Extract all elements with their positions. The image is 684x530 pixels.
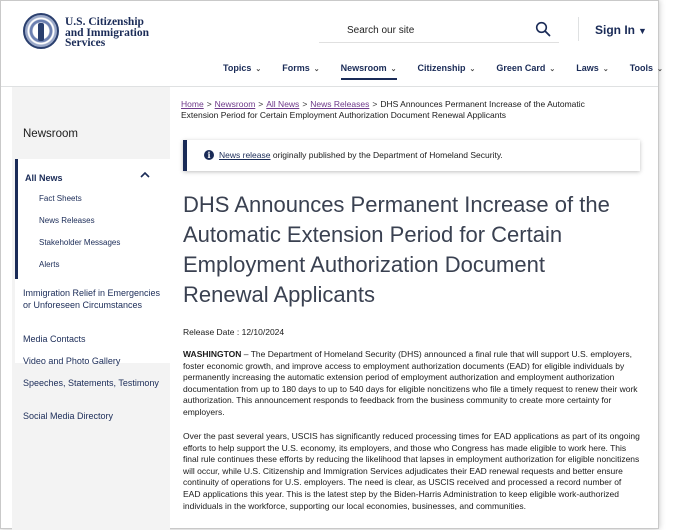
search-icon[interactable] (535, 21, 551, 37)
site-header (1, 1, 663, 87)
sidebar-item-speeches[interactable]: Speeches, Statements, Testimony (23, 378, 159, 388)
nav-topics[interactable] (223, 63, 261, 83)
sidebar-item-video-photo-gallery[interactable]: Video and Photo Gallery (23, 356, 121, 366)
chevron-down-icon: ⌄ (602, 66, 609, 73)
breadcrumb-newsroom[interactable]: Newsroom (214, 99, 256, 109)
sign-in-label: Sign In (595, 23, 635, 37)
nav-newsroom[interactable] (341, 63, 397, 83)
sidebar-item-stakeholder-messages[interactable]: Stakeholder Messages (39, 238, 121, 247)
sidebar-item-alerts[interactable]: Alerts (39, 260, 60, 269)
breadcrumb-separator: > (206, 99, 212, 109)
nav-label: Green Card (496, 63, 546, 73)
article-paragraph-2: Over the past several years, USCIS has significantly reduced processing times for EAD applications as part of its ongoing efforts to help support the U.S. economy, its employers, and those who Congress has made eligible to work here. This final rule continues these efforts by reducing the likelihood that lapses in employment authorization for eligible noncitizens will occur, while U.S. Citizenship and Immigration Services adjudicates their EAD renewal requests and better ensure continuity of operations for U.S. employers. The need is clear, as USCIS received and processed a record number of EAD applications this year. This is the latest step by the Biden-Harris Administration to keep eligible work-authorized individuals in the workforce, supporting our local economies, businesses, and communities. (183, 431, 640, 511)
search-box (319, 17, 559, 43)
caret-down-icon: ▼ (638, 26, 647, 36)
main-nav (223, 63, 684, 83)
nav-label: Citizenship (417, 63, 466, 73)
sidebar (12, 87, 170, 530)
breadcrumb-separator: > (258, 99, 264, 109)
agency-line-2: and Immigration (65, 26, 150, 39)
nav-citizenship[interactable] (418, 63, 476, 83)
breadcrumb-all-news[interactable]: All News (266, 99, 300, 109)
active-indicator (15, 159, 18, 279)
sidebar-title: Newsroom (23, 128, 78, 140)
agency-line-3: Services (65, 37, 106, 49)
page-title: DHS Announces Permanent Increase of the Automatic Extension Period for Certain Employment Authorization Document Renewal Applicants (183, 192, 610, 307)
sidebar-item-fact-sheets[interactable]: Fact Sheets (39, 194, 82, 203)
breadcrumb-home[interactable]: Home (181, 99, 204, 109)
uscis-seal-logo[interactable] (23, 13, 59, 49)
nav-green-card[interactable] (496, 63, 555, 83)
info-icon: i (204, 150, 214, 160)
notice-banner (183, 140, 640, 171)
chevron-down-icon: ⌄ (657, 66, 663, 73)
breadcrumb-separator: > (302, 99, 308, 109)
agency-name[interactable] (65, 17, 149, 49)
sidebar-item-all-news[interactable]: All News (25, 173, 63, 183)
nav-label: Topics (223, 63, 252, 73)
chevron-down-icon: ⌄ (313, 66, 320, 73)
notice-body: originally published by the Department of Homeland Security. (270, 150, 503, 160)
sidebar-item-news-releases[interactable]: News Releases (39, 216, 95, 225)
nav-label: Laws (576, 63, 599, 73)
nav-label: Tools (629, 63, 654, 73)
chevron-down-icon: ⌄ (390, 66, 397, 73)
sidebar-item-social-media[interactable]: Social Media Directory (23, 411, 114, 421)
chevron-down-icon: ⌄ (469, 66, 476, 73)
breadcrumb-current: DHS Announces Permanent Increase of the Automatic Extension Period for Certain Employment Authorization Document Renewal Applicants (181, 99, 585, 120)
agency-line-1: U.S. Citizenship (65, 16, 144, 28)
chevron-down-icon: ⌄ (255, 66, 262, 73)
notice-text (219, 150, 503, 160)
sign-in-button[interactable] (595, 23, 647, 37)
nav-laws[interactable] (576, 63, 608, 83)
breadcrumb-news-releases[interactable]: News Releases (310, 99, 370, 109)
article-paragraph-1 (183, 349, 641, 419)
header-divider (578, 17, 579, 41)
search-input[interactable] (319, 19, 529, 41)
sidebar-item-immigration-relief[interactable]: Immigration Relief in Emergencies or Unforeseen Circumstances (23, 288, 161, 310)
paragraph-text: – The Department of Homeland Security (DHS) announced a final rule that will support U.S. employers, foster economic growth, and improve access to employment authorization documents (EAD) for eligible individuals by permanently increasing the automatic extension period of employment authorization and employment authorization documentation from up to 180 days to up to 540 days for eligible noncitizens who file a timely request to renew their work authorization. This announcement responds to feedback from the business community to create more certainty for employers. (183, 349, 638, 417)
dateline: WASHINGTON (183, 349, 242, 359)
chevron-down-icon: ⌄ (549, 66, 556, 73)
sidebar-item-media-contacts[interactable]: Media Contacts (23, 334, 86, 344)
breadcrumb (181, 99, 621, 121)
nav-label: Newsroom (340, 63, 387, 73)
nav-label: Forms (282, 63, 310, 73)
breadcrumb-separator: > (372, 99, 378, 109)
nav-forms[interactable] (282, 63, 319, 83)
nav-tools[interactable] (630, 63, 663, 83)
release-date: Release Date : 12/10/2024 (183, 327, 285, 337)
chevron-up-icon[interactable] (139, 169, 151, 181)
news-release-link[interactable]: News release (219, 150, 271, 160)
